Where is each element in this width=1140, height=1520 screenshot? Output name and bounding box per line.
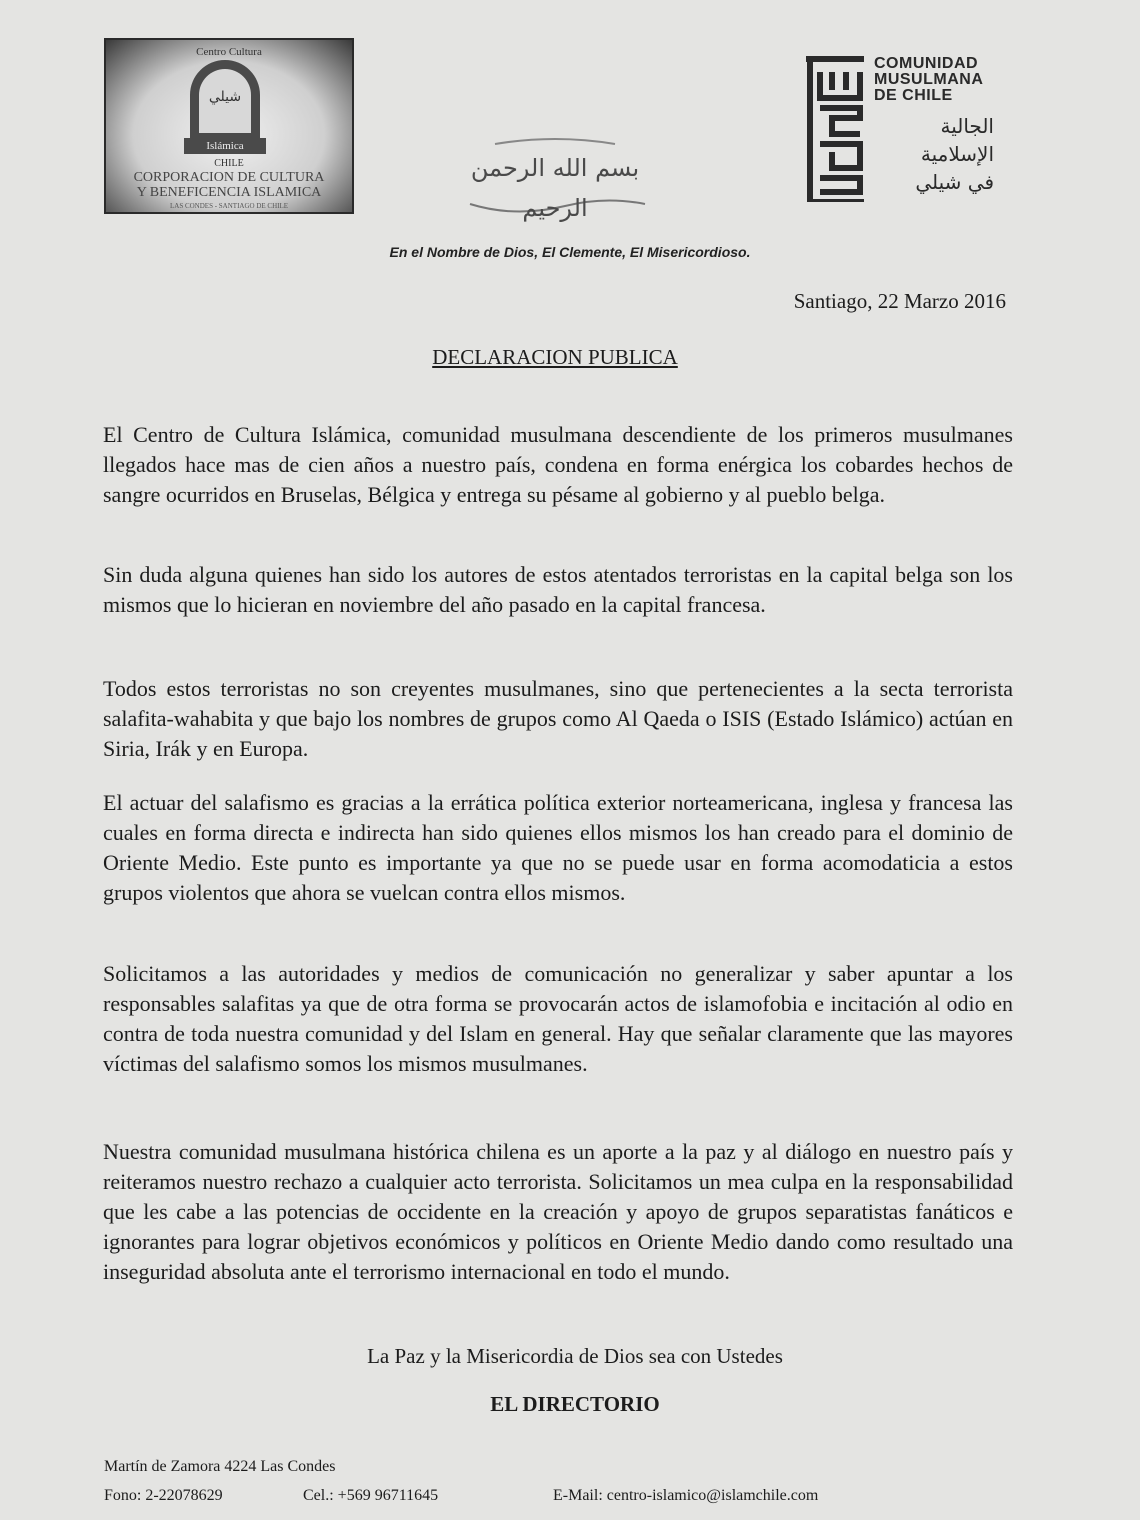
- logo-band-text: Islámica: [184, 138, 266, 154]
- paragraph-2: Sin duda alguna quienes han sido los autores de estos atentados terroristas en la capital belga son los mismos que lo hicieran en noviembre del año pasado en la capital francesa.: [103, 562, 1013, 617]
- logo-corporation-name: [106, 170, 352, 200]
- logo-top-text: Centro Cultura: [196, 46, 262, 58]
- date: Santiago, 22 Marzo 2016: [793, 289, 1006, 313]
- paragraph-6: Nuestra comunidad musulmana histórica chilena es un aporte a la paz y al diálogo en nuestro país y reiteramos nuestro rechazo a cualquier acto terrorista. Solicitamos un mea culpa en la responsabilidad que les cabe a las potencias de occidente en la creación y apoyo de grupos separatistas fanáticos e ignorantes para lograr objetivos económicos y políticos en Oriente Medio dando como resultado una inseguridad absoluta ante el terrorismo internacional en todo el mundo.: [103, 1139, 1013, 1284]
- kufic-calligraphy-icon: [804, 56, 866, 202]
- arabic-line-2: الإسلامية: [920, 142, 994, 166]
- community-line-1: COMUNIDAD: [874, 55, 979, 72]
- community-line-3: DE CHILE: [874, 87, 953, 104]
- bismillah-calligraphy: [445, 130, 665, 220]
- footer-phone: Fono: 2-22078629: [104, 1487, 223, 1504]
- footer-cell: Cel.: +569 96711645: [303, 1487, 439, 1504]
- bismillah-text: بسم الله الرحمن الرحيم: [470, 154, 640, 222]
- logo-arabic: شيلي: [208, 89, 242, 105]
- closing-blessing: La Paz y la Misericordia de Dios sea con Ustedes: [367, 1344, 783, 1368]
- arabic-line-3: في شيلي: [915, 170, 994, 194]
- centro-cultura-islamica-logo: [104, 38, 354, 214]
- paragraph-5: Solicitamos a las autoridades y medios de comunicación no generalizar y saber apuntar a los responsables salafitas ya que de otra forma se provocarán actos de islamofobia e incitación al odio en contra de toda nuestra comunidad y del Islam en general. Hay que señalar claramente que las mayores víctimas del salafismo somos los mismos musulmanes.: [103, 961, 1013, 1076]
- footer-email: E-Mail: centro-islamico@islamchile.com: [553, 1487, 819, 1504]
- invocation: En el Nombre de Dios, El Clemente, El Misericordioso.: [389, 244, 751, 260]
- paragraph-4: El actuar del salafismo es gracias a la errática política exterior norteamericana, inglesa y francesa las cuales en forma directa e indirecta han sido quienes ellos mismos los han creado para el dominio de Oriente Medio. Este punto es importante ya que no se puede usar en forma acomodaticia a estos grupos violentos que ahora se vuelcan contra ellos mismos.: [103, 790, 1013, 905]
- footer-address: Martín de Zamora 4224 Las Condes: [104, 1458, 336, 1475]
- mosque-arch-icon: [190, 60, 260, 142]
- document-title: DECLARACION PUBLICA: [432, 345, 678, 369]
- community-name: [874, 56, 983, 104]
- comunidad-musulmana-logo: [804, 56, 994, 206]
- paragraph-3: Todos estos terroristas no son creyentes musulmanes, sino que pertenecientes a la secta terrorista salafita-wahabita y que bajo los nombres de grupos como Al Qaeda o ISIS (Estado Islámico) actúan en Siria, Irák y en Europa.: [103, 676, 1013, 761]
- corp-line-1: CORPORACION DE CULTURA: [133, 170, 325, 185]
- logo-chile-text: CHILE: [214, 158, 244, 169]
- corp-line-2: Y BENEFICENCIA ISLAMICA: [136, 185, 322, 200]
- logo-small-text: LAS CONDES - SANTIAGO DE CHILE: [169, 202, 289, 210]
- paragraph-1: El Centro de Cultura Islámica, comunidad musulmana descendiente de los primeros musulmanes llegados hace mas de cien años a nuestro país, condena en forma enérgica los cobardes hechos de sangre ocurridos en Bruselas, Bélgica y entrega su pésame al gobierno y al pueblo belga.: [103, 422, 1013, 507]
- arabic-line-1: الجالية: [940, 114, 994, 138]
- community-name-arabic: [884, 112, 994, 196]
- signature: EL DIRECTORIO: [490, 1392, 660, 1416]
- community-line-2: MUSULMANA: [874, 71, 984, 88]
